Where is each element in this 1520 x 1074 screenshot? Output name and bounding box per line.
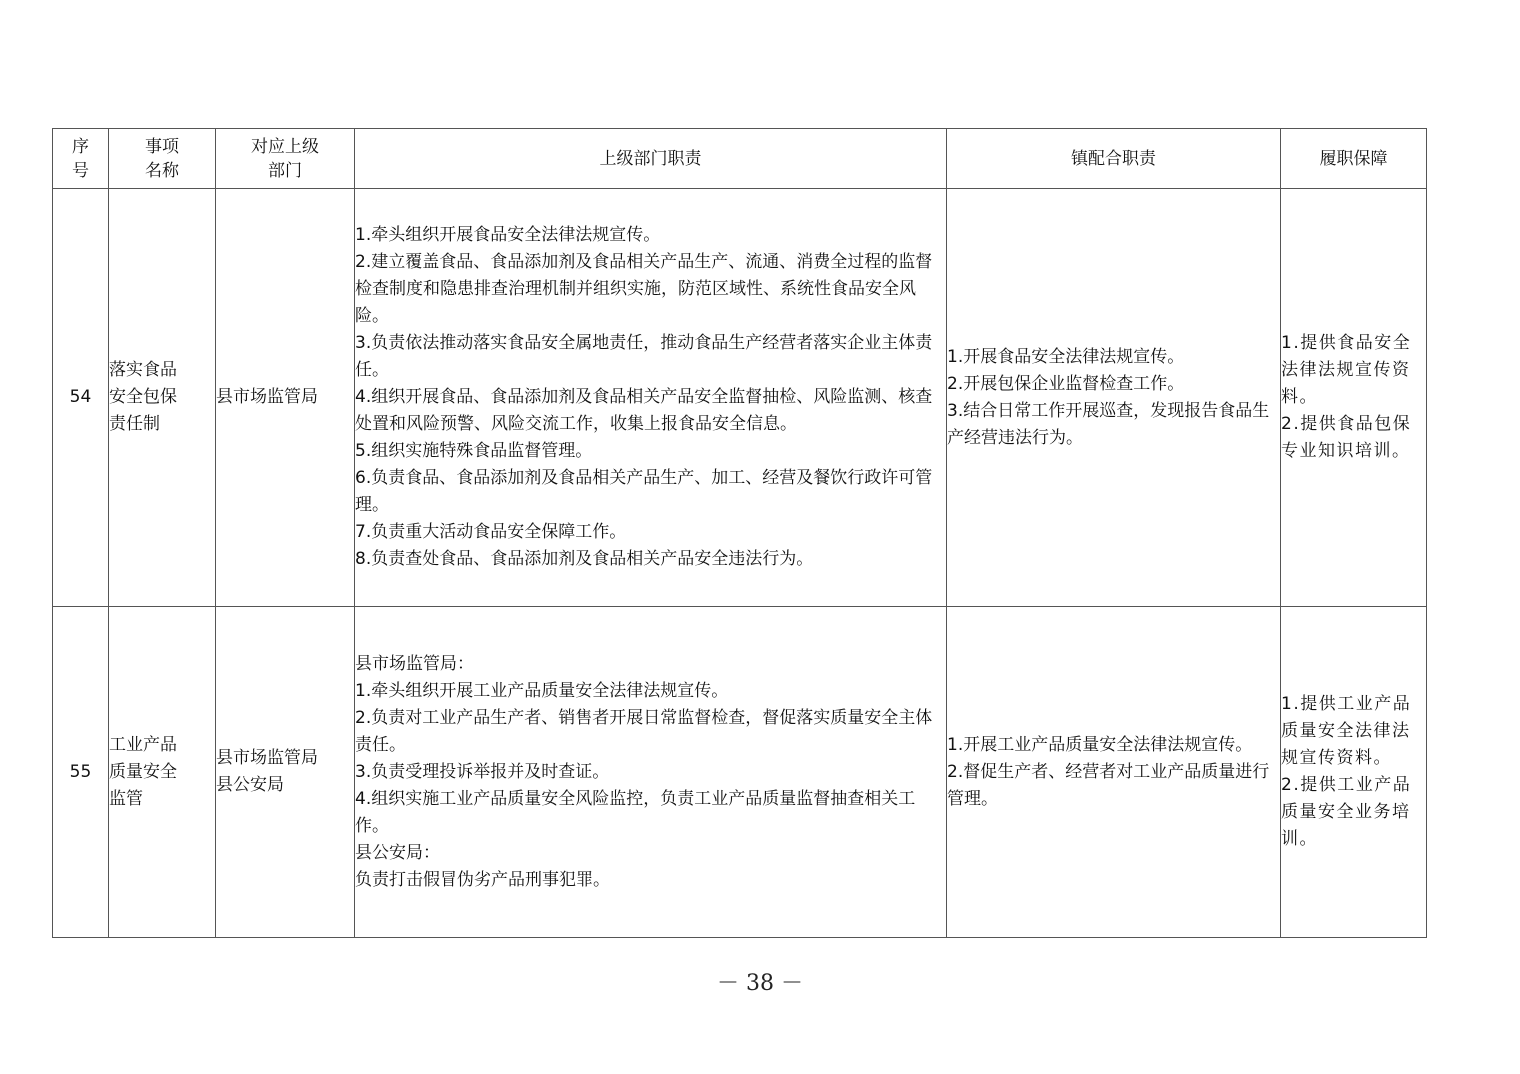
dept-line: 县市场监管局	[216, 748, 318, 768]
header-no-line: 序	[72, 136, 89, 157]
town-duty-line: 3.结合日常工作开展巡查，发现报告食品生产经营违法行为。	[947, 400, 1270, 448]
upper-duty-line: 负责打击假冒伪劣产品刑事犯罪。	[355, 869, 610, 890]
upper-duty-line: 1.牵头组织开展工业产品质量安全法律法规宣传。	[355, 680, 729, 701]
upper-duty-line: 5.组织实施特殊食品监督管理。	[355, 441, 593, 461]
page-number: － 38 －	[717, 971, 803, 996]
header-guarantee: 履职保障	[1281, 129, 1427, 189]
upper-duty-line: 7.负责重大活动食品安全保障工作。	[355, 522, 627, 542]
header-dept-line: 部门	[268, 160, 302, 181]
header-row	[53, 129, 1427, 189]
duty-table	[52, 128, 1427, 938]
item-name-line: 安全包保	[109, 387, 177, 407]
upper-duty-line: 3.负责受理投诉举报并及时查证。	[355, 761, 610, 782]
upper-duty-line: 县市场监管局：	[355, 653, 474, 674]
row-guarantee	[1281, 189, 1427, 607]
upper-duty-line: 4.组织开展食品、食品添加剂及食品相关产品安全监督抽检、风险监测、核查处置和风险预警、风险交流工作，收集上报食品安全信息。	[355, 387, 933, 434]
row-town-duty	[947, 189, 1281, 607]
header-no	[53, 129, 109, 189]
item-name-line: 责任制	[109, 414, 160, 434]
row-upper-duty	[355, 607, 947, 938]
header-dept-line: 对应上级	[251, 136, 319, 157]
upper-duty-line: 1.牵头组织开展食品安全法律法规宣传。	[355, 225, 661, 245]
item-name-line: 监管	[109, 788, 143, 809]
row-dept	[216, 607, 355, 938]
dept-line: 县公安局	[216, 775, 284, 795]
row-upper-duty	[355, 189, 947, 607]
header-item-name	[109, 129, 216, 189]
row-dept	[216, 189, 355, 607]
town-duty-line: 2.开展包保企业监督检查工作。	[947, 373, 1185, 394]
town-duty-line: 1.开展工业产品质量安全法律法规宣传。	[947, 734, 1253, 755]
header-item-name-line: 名称	[145, 160, 179, 181]
header-upper-duty: 上级部门职责	[355, 129, 947, 189]
upper-duty-line: 2.建立覆盖食品、食品添加剂及食品相关产品生产、流通、消费全过程的监督检查制度和隐患排查治理机制并组织实施，防范区域性、系统性食品安全风险。	[355, 252, 933, 326]
town-duty-line: 2.督促生产者、经营者对工业产品质量进行管理。	[947, 761, 1270, 809]
guarantee-line: 1.提供食品安全法律法规宣传资料。	[1281, 333, 1412, 407]
item-name-line: 质量安全	[109, 761, 177, 782]
header-dept	[216, 129, 355, 189]
row-no: 55	[53, 607, 109, 938]
row-town-duty	[947, 607, 1281, 938]
upper-duty-line: 2.负责对工业产品生产者、销售者开展日常监督检查，督促落实质量安全主体责任。	[355, 707, 933, 755]
row-item-name	[109, 189, 216, 607]
upper-duty-line: 县公安局：	[355, 842, 440, 863]
upper-duty-line: 4.组织实施工业产品质量安全风险监控，负责工业产品质量监督抽查相关工作。	[355, 788, 916, 836]
table-row	[53, 189, 1427, 607]
header-item-name-line: 事项	[145, 136, 179, 157]
row-guarantee	[1281, 607, 1427, 938]
header-no-line: 号	[72, 160, 89, 181]
upper-duty-line: 6.负责食品、食品添加剂及食品相关产品生产、加工、经营及餐饮行政许可管理。	[355, 468, 933, 515]
town-duty-line: 1.开展食品安全法律法规宣传。	[947, 346, 1185, 367]
table-row	[53, 607, 1427, 938]
upper-duty-line: 8.负责查处食品、食品添加剂及食品相关产品安全违法行为。	[355, 549, 814, 569]
item-name-line: 落实食品	[109, 360, 177, 380]
header-town-duty: 镇配合职责	[947, 129, 1281, 189]
guarantee-line: 2.提供工业产品质量安全业务培训。	[1281, 775, 1412, 849]
dept-line: 县市场监管局	[216, 387, 318, 407]
guarantee-line: 1.提供工业产品质量安全法律法规宣传资料。	[1281, 694, 1412, 768]
row-item-name	[109, 607, 216, 938]
row-no: 54	[53, 189, 109, 607]
item-name-line: 工业产品	[109, 734, 177, 755]
upper-duty-line: 3.负责依法推动落实食品安全属地责任，推动食品生产经营者落实企业主体责任。	[355, 333, 933, 380]
guarantee-line: 2.提供食品包保专业知识培训。	[1281, 414, 1412, 461]
